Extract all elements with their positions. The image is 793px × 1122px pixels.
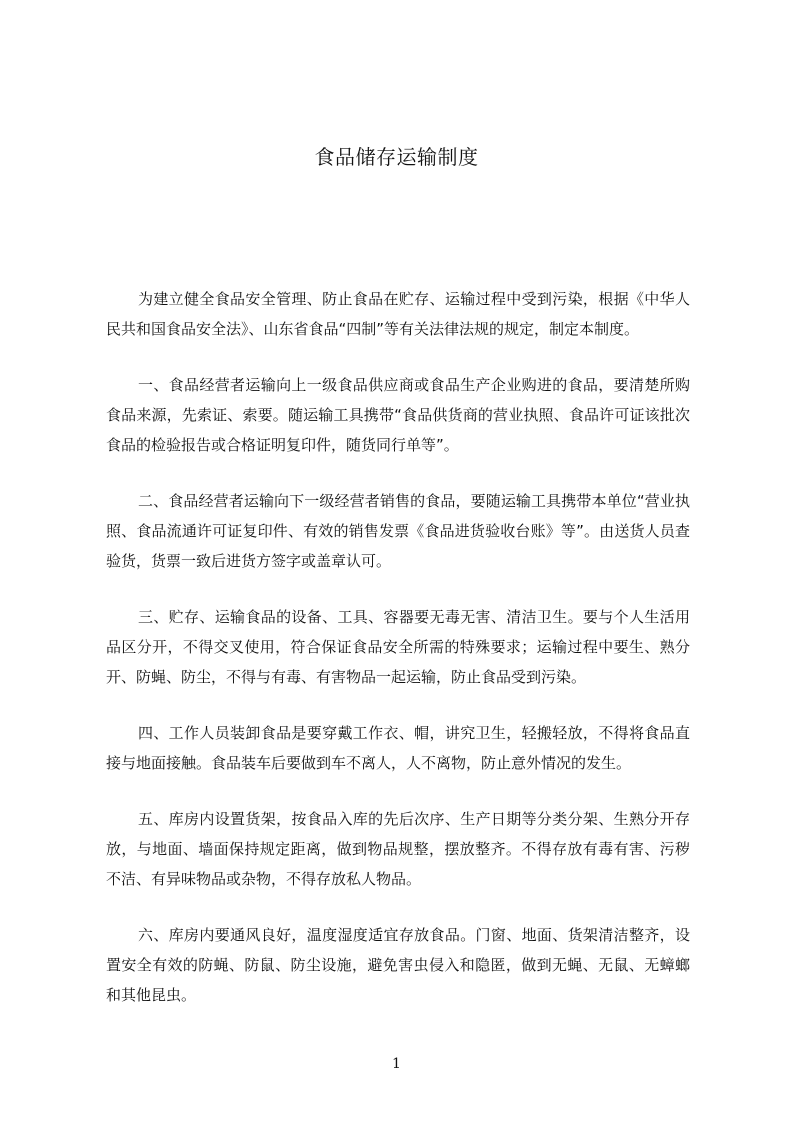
document-body [106,284,690,1036]
paragraph-section-3: 三、贮存、运输食品的设备、工具、容器要无毒无害、清洁卫生。要与个人生活用品区分开，不得交叉使用，符合保证食品安全所需的特殊要求；运输过程中要生、熟分开、防蝇、防尘，不得与有毒、有害物品一起运输，防止食品受到污染。 [106,608,690,686]
document-title: 食品储存运输制度 [314,145,479,169]
page-number: 1 [392,1056,401,1072]
paragraph-section-1: 一、食品经营者运输向上一级食品供应商或食品生产企业购进的食品，要清楚所购食品来源，先索证、索要。随运输工具携带“食品供货商的营业执照、食品许可证该批次食品的检验报告或合格证明复印件，随货同行单等”。 [106,376,690,454]
paragraph-section-2: 二、食品经营者运输向下一级经营者销售的食品，要随运输工具携带本单位“营业执照、食品流通许可证复印件、有效的销售发票《食品进货验收台账》等”。由送货人员查验货，货票一致后进货方签字或盖章认可。 [106,492,690,570]
paragraph-section-4: 四、工作人员装卸食品是要穿戴工作衣、帽，讲究卫生，轻搬轻放，不得将食品直接与地面接触。食品装车后要做到车不离人，人不离物，防止意外情况的发生。 [106,724,690,772]
paragraph-intro: 为建立健全食品安全管理、防止食品在贮存、运输过程中受到污染，根据《中华人民共和国食品安全法》、山东省食品“四制”等有关法律法规的规定，制定本制度。 [106,290,690,338]
paragraph-section-6: 六、库房内要通风良好，温度湿度适宜存放食品。门窗、地面、货架清洁整齐，设置安全有效的防蝇、防鼠、防尘设施，避免害虫侵入和隐匿，做到无蝇、无鼠、无蟑螂和其他昆虫。 [106,926,690,1004]
paragraph-section-5: 五、库房内设置货架，按食品入库的先后次序、生产日期等分类分架、生熟分开存放，与地面、墙面保持规定距离，做到物品规整，摆放整齐。不得存放有毒有害、污秽不洁、有异味物品或杂物，不得存放私人物品。 [106,810,690,888]
